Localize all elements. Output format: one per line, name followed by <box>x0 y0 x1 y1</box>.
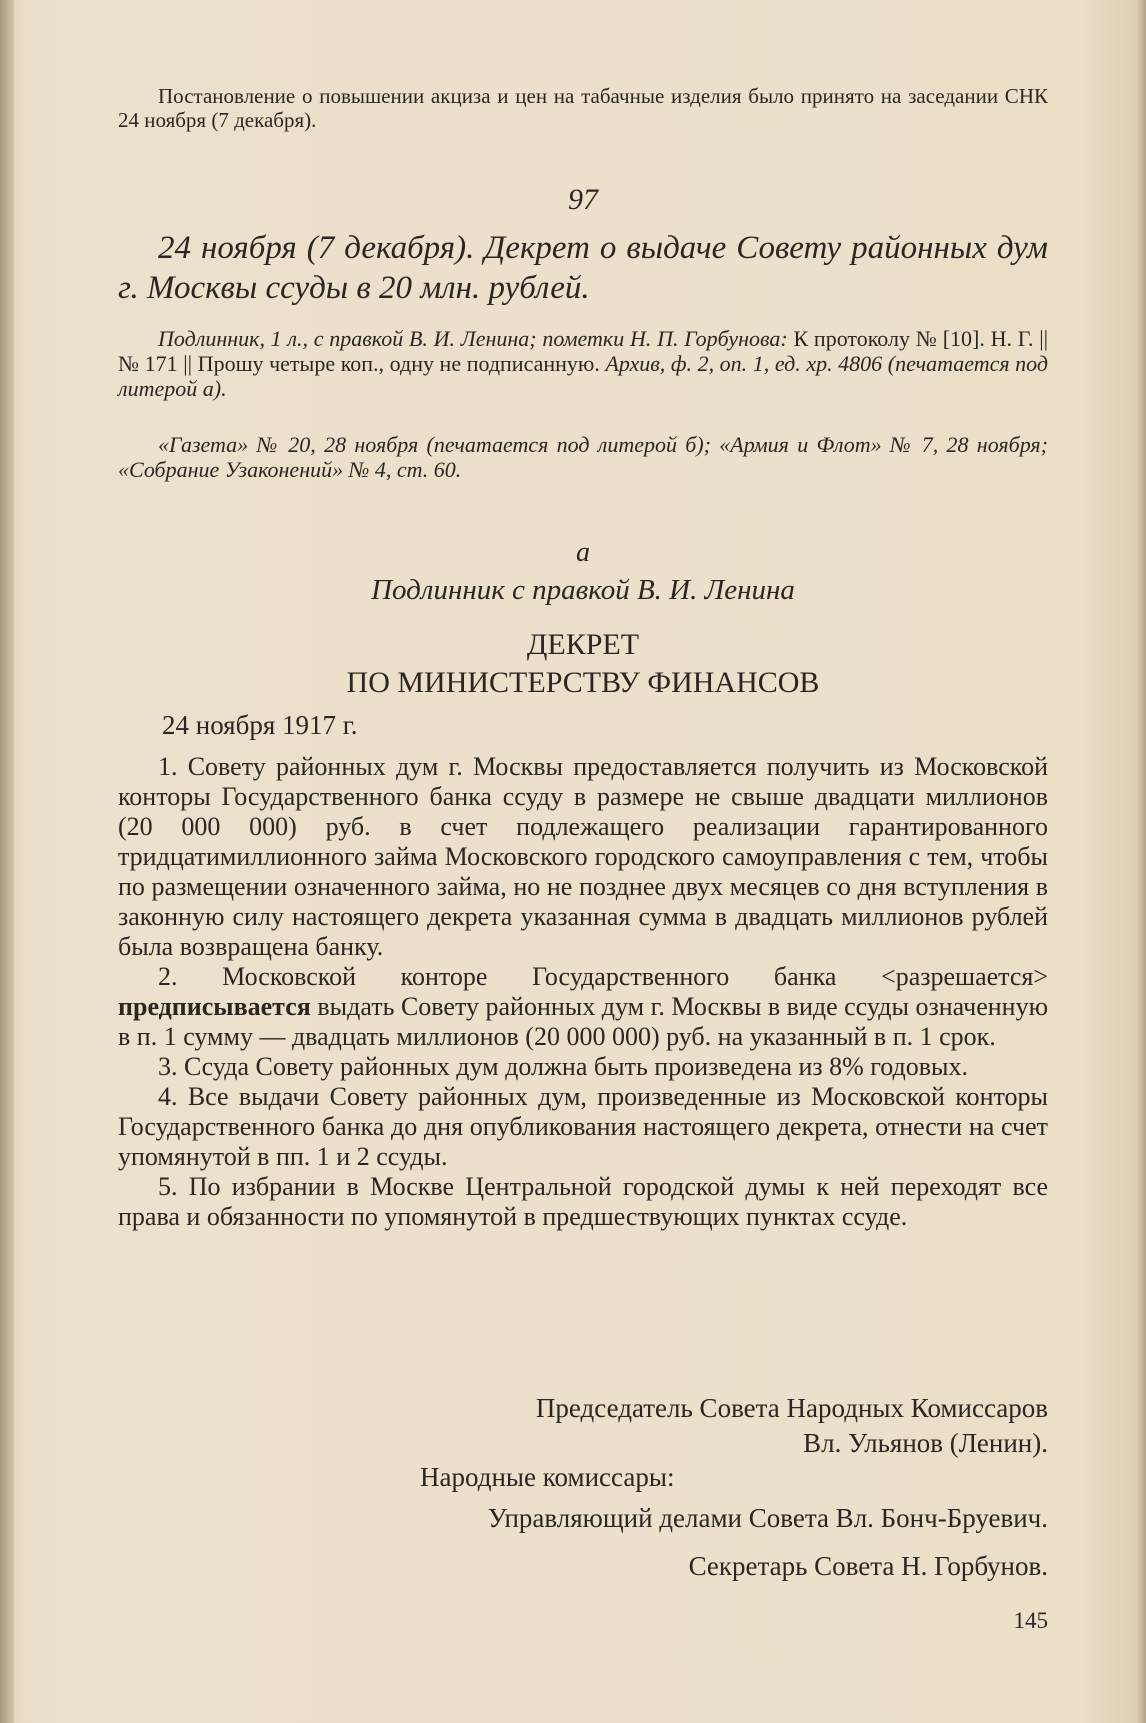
decree-title-2: ПО МИНИСТЕРСТВУ ФИНАНСОВ <box>346 666 820 699</box>
chair-title: Председатель Совета Народных Комиссаров <box>535 1393 1048 1423</box>
paragraph-5: 5. По избрании в Москве Центральной городской думы к ней переходят все права и обязанности по упомянутой в предшествующих пунктах ссуде. <box>118 1172 1048 1231</box>
page-number: 145 <box>1013 1608 1048 1633</box>
manager-signature: Управляющий делами Совета Вл. Бонч-Бруевич. <box>487 1503 1048 1533</box>
paragraph-2-start: 2. Московской конторе Государственного банка <разрешается> <box>158 962 1048 991</box>
paragraph-2-end: выдать Совету районных дум г. Москвы в виде ссуды означенную в п. 1 сумму — двадцать миллионов (20 000 000) руб. на указанный в п. 1 срок. <box>118 992 1049 1051</box>
decree-body <box>118 752 1048 1232</box>
paragraph-4: 4. Все выдачи Совету районных дум, произведенные из Московской конторы Государственного банка до дня опубликования настоящего декрета, отнести на счет упомянутой в пп. 1 и 2 ссуды. <box>118 1082 1048 1171</box>
chair-name: Вл. Ульянов (Ленин). <box>803 1428 1048 1458</box>
source-note-1-italic: Подлинник, 1 л., с правкой В. И. Ленина; пометки Н. П. Горбунова: <box>158 326 788 351</box>
source-note-1-plain: К протоколу № [10]. Н. Г. || № 171 || Прошу четыре коп., одну не подписанную. <box>118 326 1049 376</box>
source-note-1-tail: Архив, ф. 2, оп. 1, ед. хр. 4806 (печатается под литерой а). <box>118 351 1049 401</box>
paragraph-2-bold: предписывается <box>118 992 311 1021</box>
page-right-edge <box>1136 0 1146 1723</box>
document-title: 24 ноября (7 декабря). Декрет о выдаче Совету районных дум г. Москвы ссуды в 20 млн. рублей. <box>118 230 1048 306</box>
subtitle: Подлинник с правкой В. И. Ленина <box>371 574 795 606</box>
secretary-signature: Секретарь Совета Н. Горбунов. <box>688 1551 1048 1581</box>
paragraph-2 <box>118 962 1048 1052</box>
header-note: Постановление о повышении акциза и цен на табачные изделия было принято на заседании СНК 24 ноября (7 декабря). <box>118 84 1048 132</box>
commissars-label: Народные комиссары: <box>420 1462 675 1492</box>
paragraph-1: 1. Совету районных дум г. Москвы предоставляется получить из Московской конторы Государственного банка ссуду в размере не свыше двадцати миллионов (20 000 000) руб. в счет подлежащего реализации гарантированного тридцатимиллионного займа Московского городского самоуправления с тем, чтобы по размещении означенного займа, но не позднее двух месяцев со дня вступления в законную силу настоящего декрета указанная сумма в двадцать миллионов рублей была возвращена банку. <box>118 752 1048 961</box>
source-note-2: «Газета» № 20, 28 ноября (печатается под литерой б); «Армия и Флот» № 7, 28 ноября; «Собрание Узаконений» № 4, ст. 60. <box>118 432 1048 482</box>
document-number: 97 <box>568 183 598 216</box>
decree-title-1: ДЕКРЕТ <box>526 628 640 661</box>
paragraph-3: 3. Ссуда Совету районных дум должна быть произведена из 8% годовых. <box>158 1052 969 1081</box>
source-note-1 <box>118 326 1048 401</box>
page-binding-edge <box>0 0 14 1723</box>
variant-letter: а <box>576 537 590 568</box>
decree-date: 24 ноября 1917 г. <box>162 710 358 740</box>
